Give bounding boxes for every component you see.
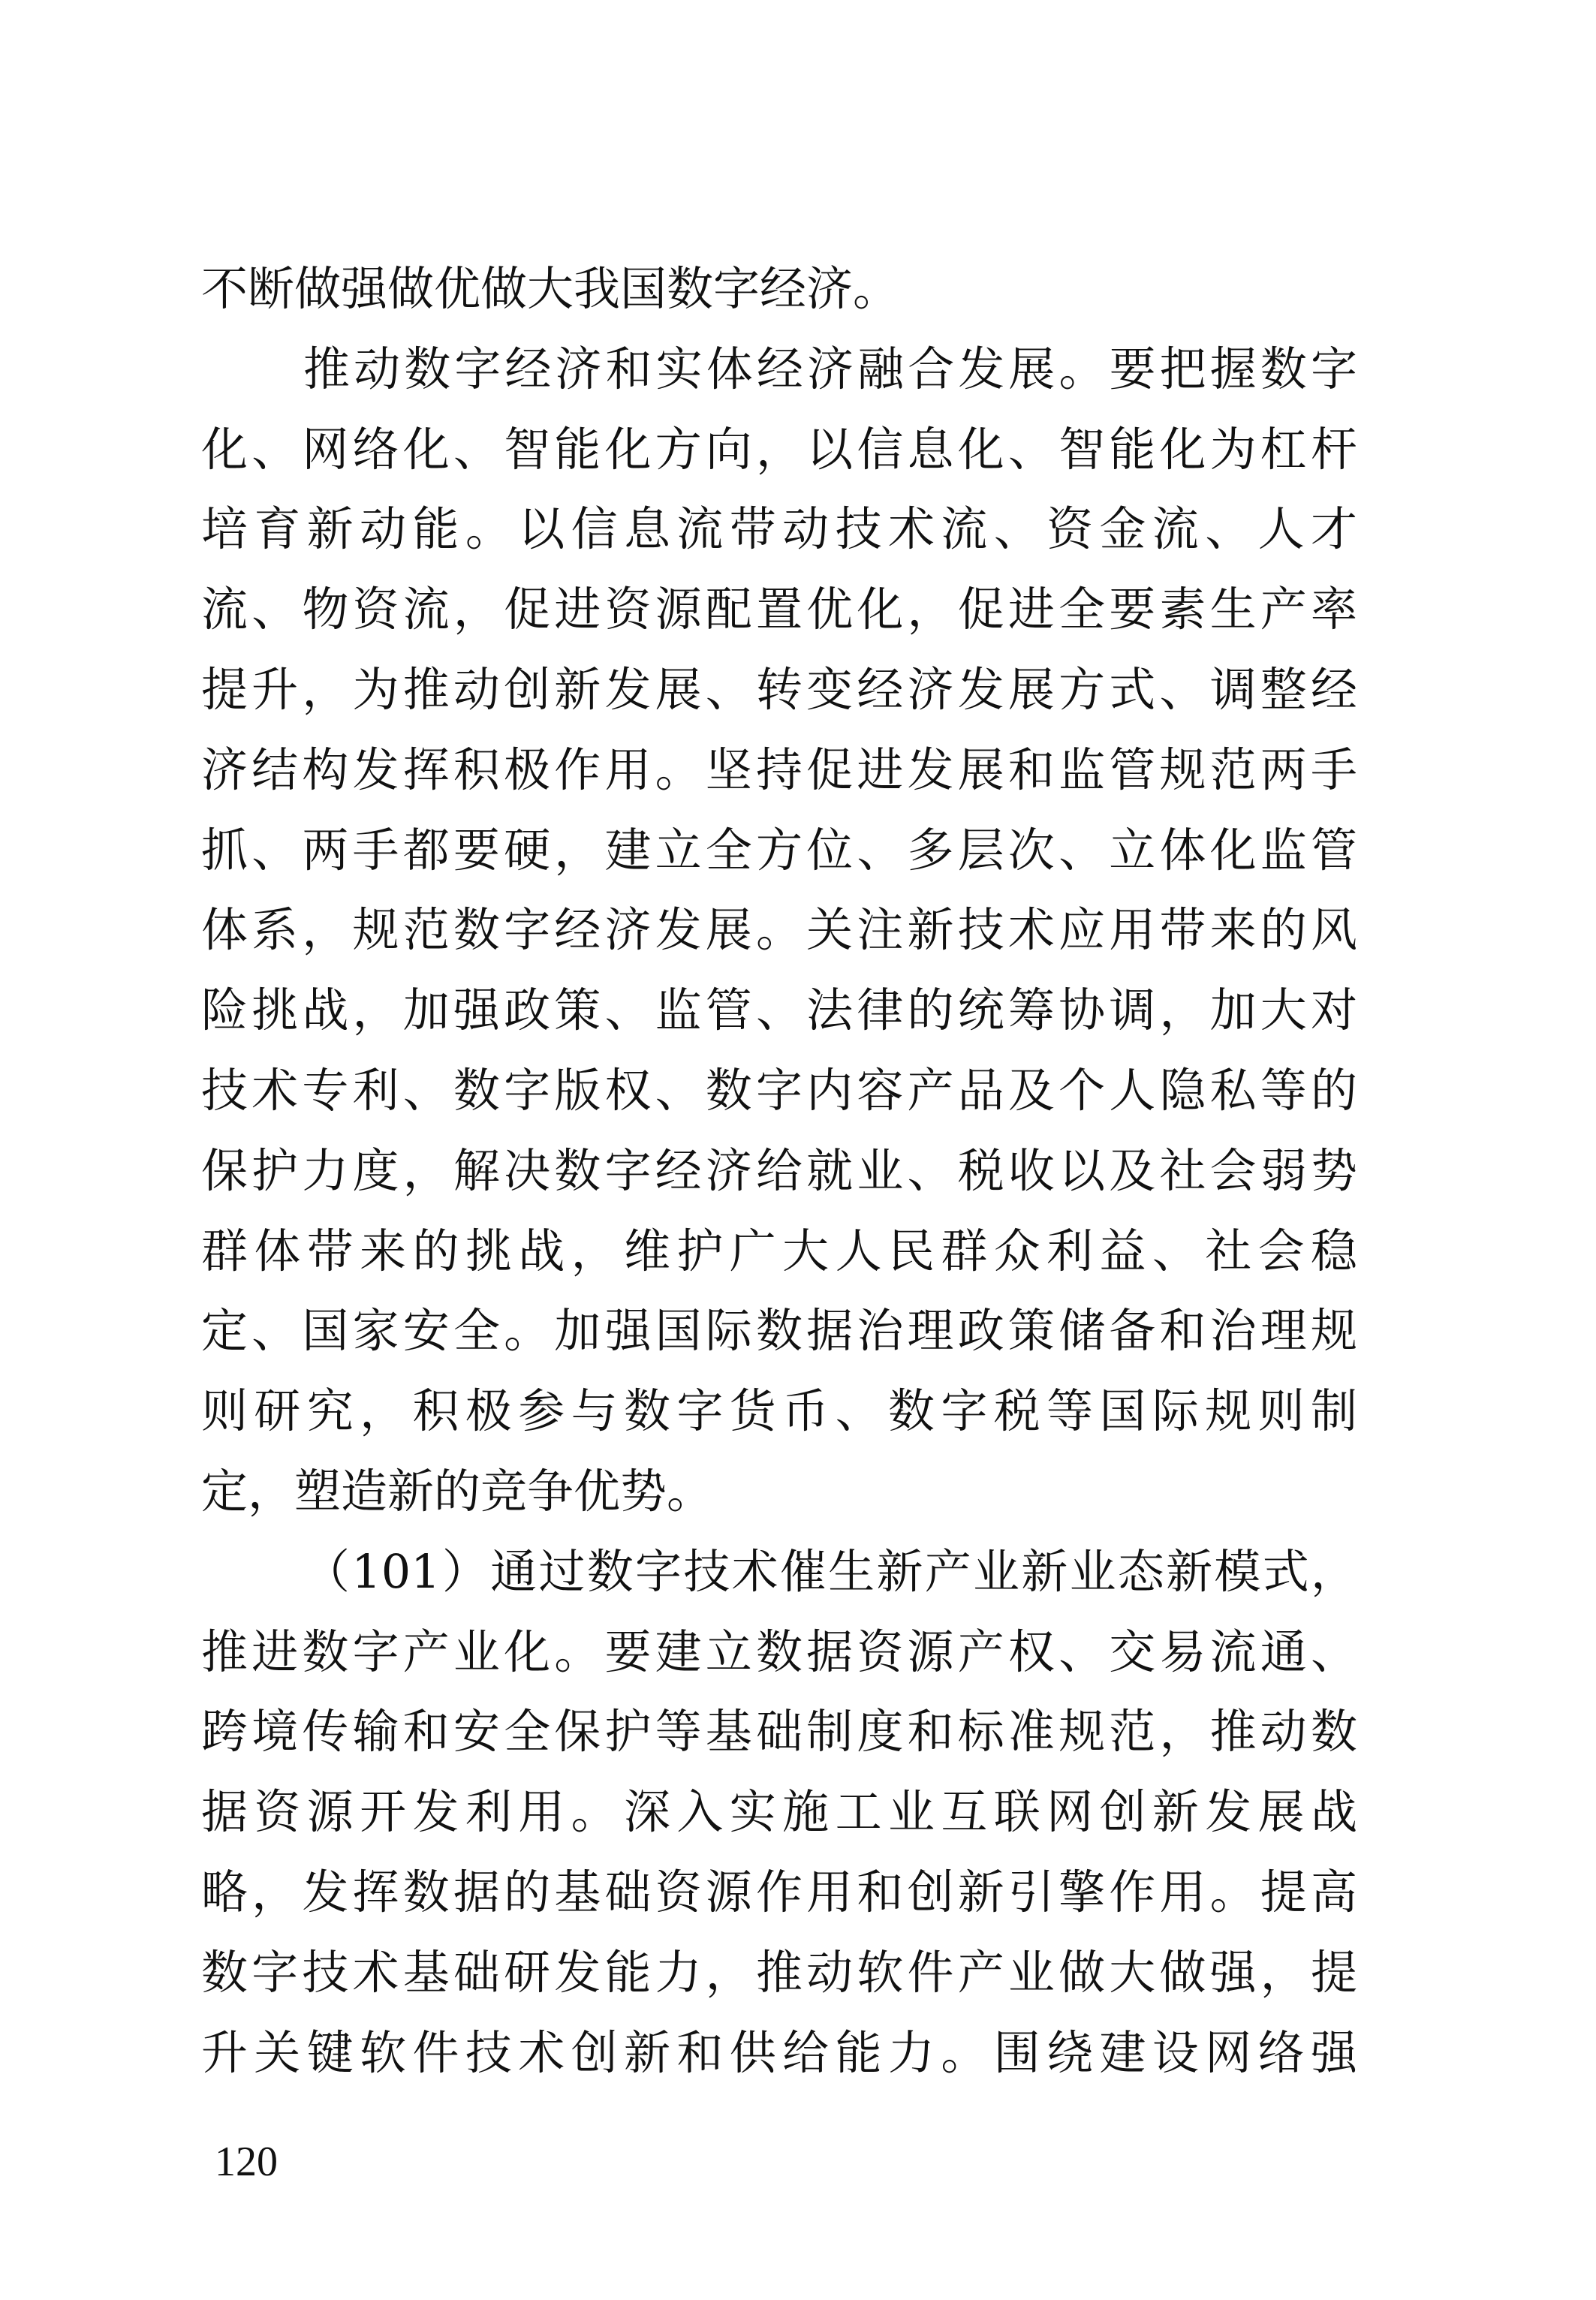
text-line: 险挑战，加强政策、监管、法律的统筹协调，加大对 xyxy=(201,983,1357,1038)
text-line: 升关键软件技术创新和供给能力。围绕建设网络强 xyxy=(201,2025,1357,2080)
text-line: （101）通过数字技术催生新产业新业态新模式， xyxy=(303,1543,1357,1599)
text-line: 抓、两手都要硬，建立全方位、多层次、立体化监管 xyxy=(201,822,1357,878)
text-line: 化、网络化、智能化方向，以信息化、智能化为杠杆 xyxy=(201,421,1357,477)
page-number: 120 xyxy=(215,2139,278,2185)
body-text xyxy=(201,249,1357,2093)
text-line: 提升，为推动创新发展、转变经济发展方式、调整经 xyxy=(201,661,1357,717)
text-line: 略，发挥数据的基础资源作用和创新引擎作用。提高 xyxy=(201,1864,1357,1919)
text-line: 不断做强做优做大我国数字经济。 xyxy=(201,261,900,316)
text-line: 技术专利、数字版权、数字内容产品及个人隐私等的 xyxy=(201,1062,1357,1118)
text-line: 推动数字经济和实体经济融合发展。要把握数字 xyxy=(303,341,1357,396)
text-line: 跨境传输和安全保护等基础制度和标准规范，推动数 xyxy=(201,1704,1357,1760)
text-line: 推进数字产业化。要建立数据资源产权、交易流通、 xyxy=(201,1624,1357,1679)
text-line: 定，塑造新的竞争优势。 xyxy=(201,1463,714,1519)
text-line: 据资源开发利用。深入实施工业互联网创新发展战 xyxy=(201,1784,1357,1840)
text-line: 保护力度，解决数字经济给就业、税收以及社会弱势 xyxy=(201,1142,1357,1198)
text-line: 则研究，积极参与数字货币、数字税等国际规则制 xyxy=(201,1383,1357,1439)
text-line: 体系，规范数字经济发展。关注新技术应用带来的风 xyxy=(201,902,1357,958)
text-line: 济结构发挥积极作用。坚持促进发展和监管规范两手 xyxy=(201,742,1357,797)
text-line: 流、物资流，促进资源配置优化，促进全要素生产率 xyxy=(201,582,1357,637)
text-line: 培育新动能。以信息流带动技术流、资金流、人才 xyxy=(201,501,1357,557)
text-line: 群体带来的挑战，维护广大人民群众利益、社会稳 xyxy=(201,1223,1357,1278)
text-line: 数字技术基础研发能力，推动软件产业做大做强，提 xyxy=(201,1944,1357,2000)
text-line: 定、国家安全。加强国际数据治理政策储备和治理规 xyxy=(201,1303,1357,1359)
